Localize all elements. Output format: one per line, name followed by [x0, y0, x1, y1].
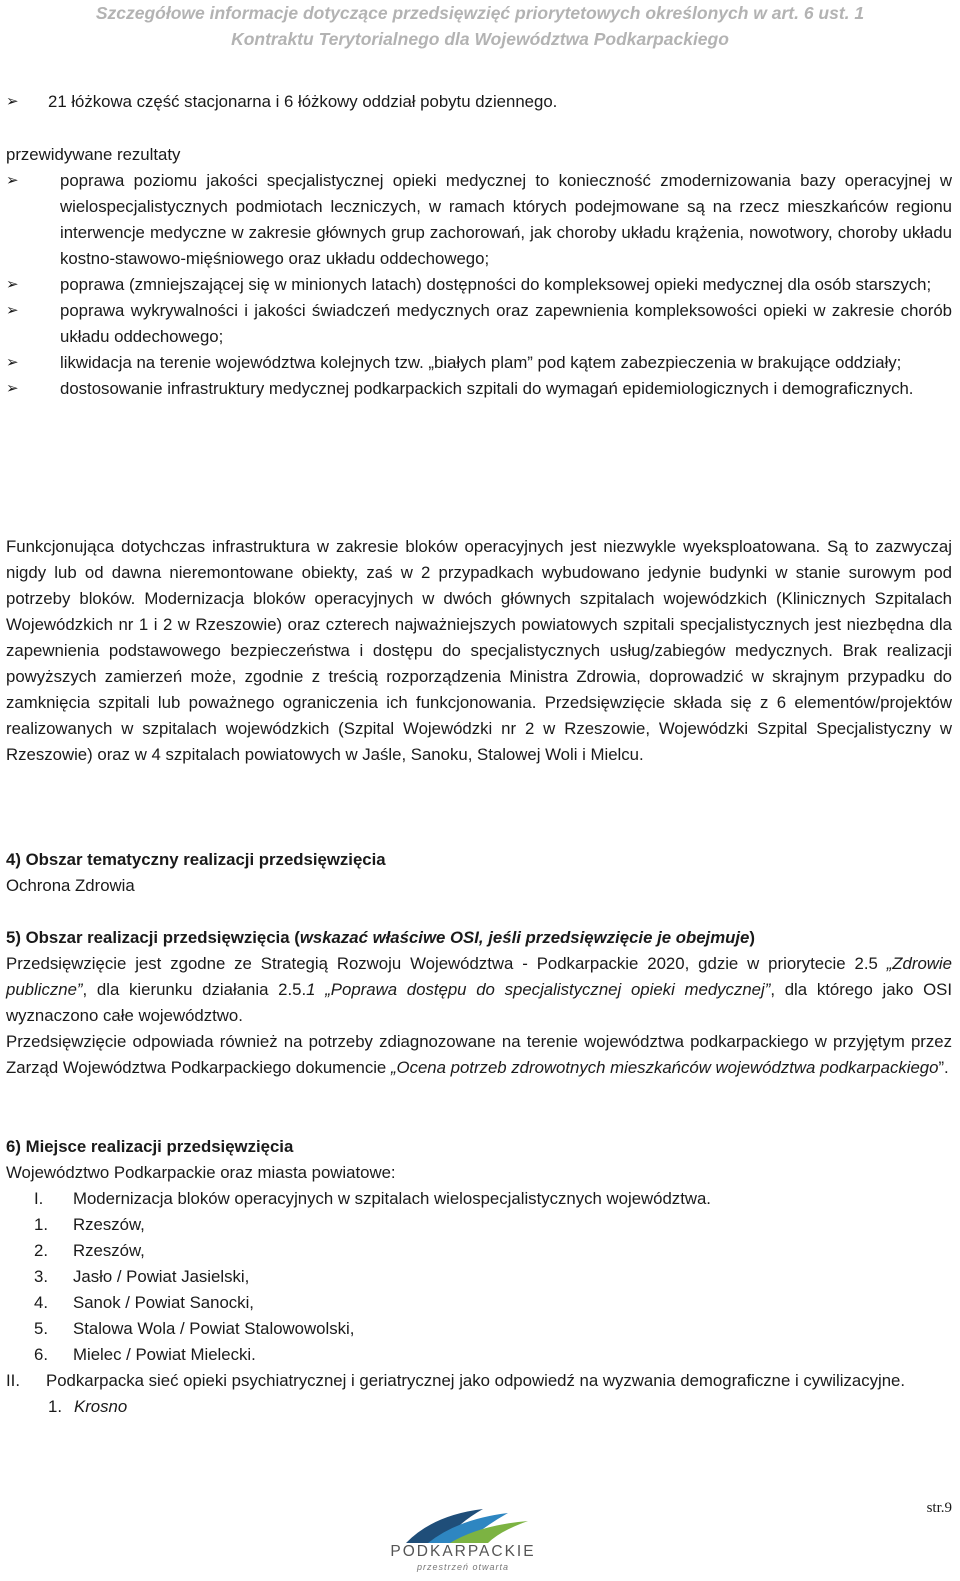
- arrow-bullet-icon: ➢: [6, 302, 19, 319]
- page-header: [0, 0, 960, 52]
- bullet-item: [6, 168, 952, 272]
- section-4-text: Ochrona Zdrowia: [6, 876, 135, 895]
- podkarpackie-logo: [388, 1505, 538, 1575]
- list-number: 3.: [34, 1267, 48, 1286]
- list-item: [6, 1290, 952, 1316]
- bullet-text: poprawa poziomu jakości specjalistycznej opieki medycznej to konieczność zmodernizowania bazy operacyjnej w wielospecjalistycznych podmiotach leczniczych, w ramach których podejmowane są na rzecz mieszkańców regionu interwencje medyczne w zakresie głównych grup zachorowań, jak choroby układu krążenia, nowotwory, choroby układu kostno-stawowo-mięśniowego oraz układu oddechowego;: [60, 171, 952, 268]
- list-item: [6, 1212, 952, 1238]
- list-number: II.: [6, 1371, 20, 1390]
- list-number: 6.: [34, 1345, 48, 1364]
- p2-part: ”.: [938, 1058, 949, 1077]
- list-number: 1.: [48, 1397, 62, 1416]
- list-text: Rzeszów,: [73, 1241, 145, 1260]
- section-6: [6, 1134, 952, 1420]
- list-text: Jasło / Powiat Jasielski,: [73, 1267, 250, 1286]
- arrow-bullet-icon: ➢: [6, 354, 19, 371]
- list-item: [6, 1394, 952, 1420]
- bullet-item: [6, 89, 952, 115]
- list-text: Podkarpacka sieć opieki psychiatrycznej i geriatrycznej jako odpowiedź na wyzwania demograficzne i cywilizacyjne.: [46, 1371, 906, 1390]
- bullet-text: 21 łóżkowa część stacjonarna i 6 łóżkowy oddział pobytu dziennego.: [48, 92, 558, 111]
- bullet-text: poprawa (zmniejszającej się w minionych latach) dostępności do kompleksowej opieki medycznej dla osób starszych;: [60, 275, 932, 294]
- arrow-bullet-icon: ➢: [6, 276, 19, 293]
- section-5-heading-italic: wskazać właściwe OSI, jeśli przedsięwzięcie je obejmuje: [299, 928, 750, 947]
- logo-subtitle: przestrzeń otwarta: [416, 1562, 510, 1572]
- list-number: 5.: [34, 1319, 48, 1338]
- section-6-heading: 6) Miejsce realizacji przedsięwzięcia: [6, 1137, 294, 1156]
- list-text: Modernizacja bloków operacyjnych w szpitalach wielospecjalistycznych województwa.: [73, 1189, 711, 1208]
- p1-italic: „Zdrowie publiczne”: [6, 954, 952, 999]
- bullet-text: dostosowanie infrastruktury medycznej podkarpackich szpitali do wymagań epidemiologicznych i demograficznych.: [60, 379, 914, 398]
- p2-part: Przedsięwzięcie odpowiada również na potrzeby zdiagnozowane na terenie województwa podkarpackiego w przyjętym przez Zarząd Województwa Podkarpackiego dokumencie: [6, 1032, 952, 1077]
- section-5-heading-end: ): [749, 928, 755, 947]
- list-item: [6, 1238, 952, 1264]
- section-5-heading-text: 5) Obszar realizacji przedsięwzięcia (: [6, 928, 300, 947]
- list-item: [6, 1368, 952, 1394]
- header-line-1: Szczegółowe informacje dotyczące przedsięwzięć priorytetowych określonych w art. 6 ust. 1: [95, 3, 865, 23]
- section-4-heading: 4) Obszar tematyczny realizacji przedsięwzięcia: [6, 850, 386, 869]
- list-number: 2.: [34, 1241, 48, 1260]
- arrow-bullet-icon: ➢: [6, 93, 19, 110]
- section-5-heading: [6, 925, 952, 951]
- arrow-bullet-icon: ➢: [6, 380, 19, 397]
- section-5-paragraph-1: [6, 951, 952, 1029]
- logo-text: PODKARPACKIE: [390, 1543, 536, 1560]
- bullet-text: likwidacja na terenie województwa kolejnych tzw. „białych plam” pod kątem zabezpieczenia w brakujące oddziały;: [60, 353, 902, 372]
- list-item: [6, 1186, 952, 1212]
- results-heading: przewidywane rezultaty: [6, 145, 181, 164]
- results-section: [6, 142, 952, 402]
- list-text: Krosno: [74, 1397, 128, 1416]
- p1-part: , dla którego jako OSI wyznaczono całe województwo.: [6, 980, 952, 1025]
- bullet-item: [6, 350, 952, 376]
- list-item: [6, 1342, 952, 1368]
- list-text: Sanok / Powiat Sanocki,: [73, 1293, 254, 1312]
- list-text: Stalowa Wola / Powiat Stalowowolski,: [73, 1319, 355, 1338]
- bullet-text: poprawa wykrywalności i jakości świadczeń medycznych oraz zapewnienia kompleksowości opieki w zakresie chorób układu oddechowego;: [60, 301, 952, 346]
- bullet-item: [6, 298, 952, 350]
- list-item: [6, 1316, 952, 1342]
- list-text: Rzeszów,: [73, 1215, 145, 1234]
- list-number: I.: [34, 1189, 44, 1208]
- list-number: 1.: [34, 1215, 48, 1234]
- header-line-2: Kontraktu Terytorialnego dla Województwa Podkarpackiego: [231, 29, 729, 49]
- p1-part: Przedsięwzięcie jest zgodne ze Strategią Rozwoju Województwa - Podkarpackie 2020, gdzie w priorytecie 2.5: [6, 954, 887, 973]
- list-number: 4.: [34, 1293, 48, 1312]
- bullet-item: [6, 376, 952, 402]
- page-number: str.9: [926, 1500, 952, 1516]
- bullet-item: [6, 272, 952, 298]
- list-text: Mielec / Powiat Mielecki.: [73, 1345, 256, 1364]
- section-5: [6, 925, 952, 1081]
- top-bullet-block: [6, 89, 952, 115]
- p1-italic: 1 „Poprawa dostępu do specjalistycznej opieki medycznej”: [306, 980, 771, 999]
- logo-emblem-icon: [388, 1505, 538, 1545]
- p1-part: , dla kierunku działania 2.5.: [82, 980, 307, 999]
- infrastructure-paragraph: Funkcjonująca dotychczas infrastruktura w zakresie bloków operacyjnych jest niezwykle wyeksploatowana. Są to zazwyczaj nigdy lub od dawna nieremontowane obiekty, zaś w 2 przypadkach wybudowano jedynie budynki w stanie surowym pod potrzeby bloków. Modernizacja bloków operacyjnych w dwóch głównych szpitalach wojewódzkich (Klinicznych Szpitalach Wojewódzkich nr 1 i 2 w Rzeszowie) oraz czterech najważniejszych powiatowych szpitali specjalistycznych jest niezbędna dla zapewnienia podstawowego bezpieczeństwa i dostępu do specjalistycznych usług/zabiegów medycznych. Brak realizacji powyższych zamierzeń może, zgodnie z treścią rozporządzenia Ministra Zdrowia, doprowadzić w skrajnym przypadku do zamknięcia szpitali lub poważnego ograniczenia ich funkcjonowania. Przedsięwzięcie składa się z 6 elementów/projektów realizowanych w szpitalach wojewódzkich (Szpital Wojewódzki nr 2 w Rzeszowie, Wojewódzki Szpital Specjalistyczny w Rzeszowie) oraz w 4 szpitalach powiatowych w Jaśle, Sanoku, Stalowej Woli i Mielcu.: [6, 537, 952, 764]
- arrow-bullet-icon: ➢: [6, 172, 19, 189]
- section-6-intro: Województwo Podkarpackie oraz miasta powiatowe:: [6, 1163, 396, 1182]
- section-5-paragraph-2: [6, 1029, 952, 1081]
- list-item: [6, 1264, 952, 1290]
- p2-italic: „Ocena potrzeb zdrowotnych mieszkańców województwa podkarpackiego: [390, 1058, 939, 1077]
- section-4: [6, 847, 952, 899]
